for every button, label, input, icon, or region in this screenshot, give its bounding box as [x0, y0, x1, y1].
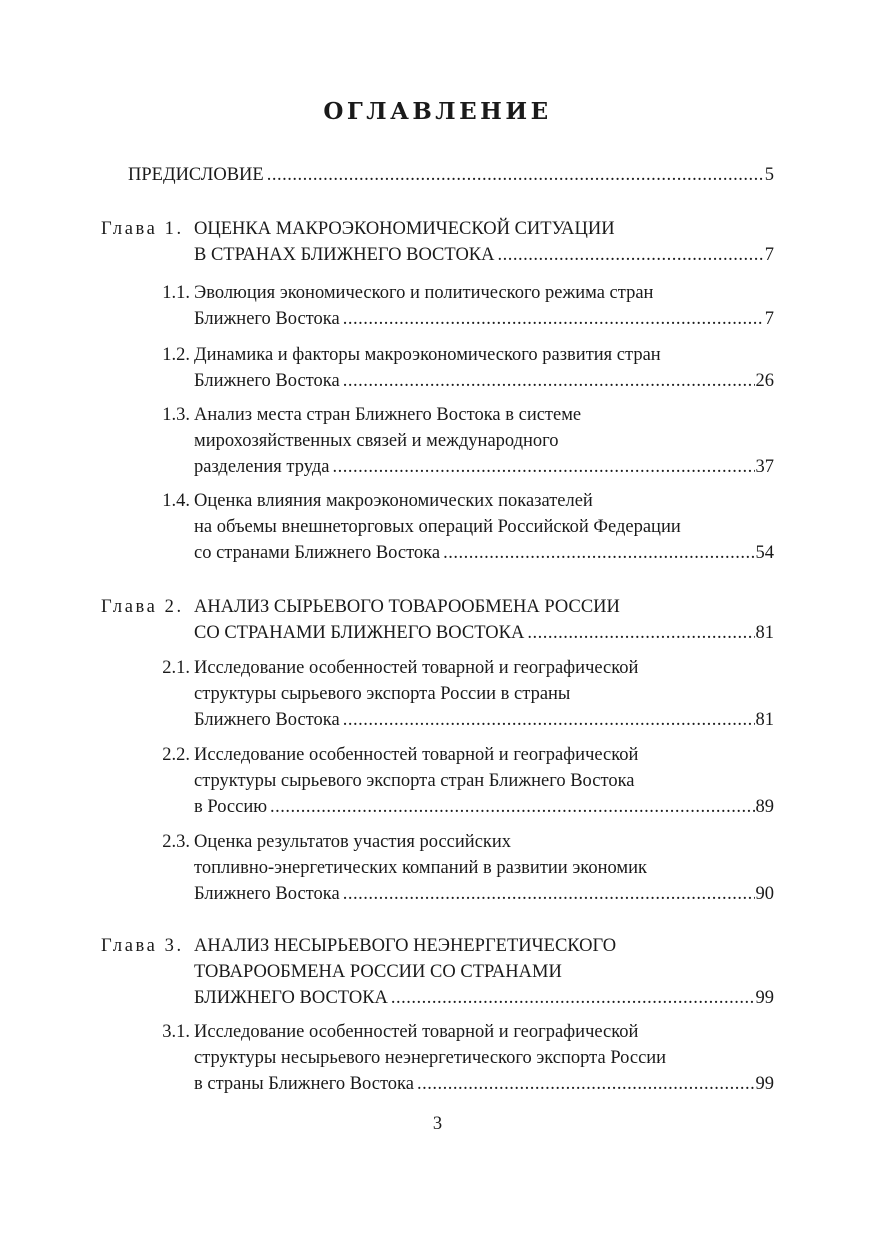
page-ref: 7: [764, 309, 774, 329]
leader-dots: [343, 368, 755, 394]
section-title-line: Ближнего Востока: [194, 371, 340, 391]
section-title-line: топливно-энергетических компаний в развитии экономик: [194, 858, 647, 878]
chapter-label: Глава 2.: [101, 597, 184, 617]
page-ref: 89: [755, 797, 774, 817]
section-title-line: мирохозяйственных связей и международного: [194, 431, 559, 451]
leader-dots: [498, 242, 764, 268]
toc-title: ОГЛАВЛЕНИЕ: [323, 98, 552, 125]
page-ref: 99: [755, 988, 774, 1008]
section-number: 2.1.: [162, 658, 190, 678]
page-ref: 90: [755, 884, 774, 904]
page-ref: 26: [755, 371, 774, 391]
page-ref: 37: [755, 457, 774, 477]
section-title-line: структуры сырьевого экспорта России в страны: [194, 684, 571, 704]
leader-dots: [527, 620, 754, 646]
section-title-line: структуры сырьевого экспорта стран Ближнего Востока: [194, 771, 635, 791]
page-ref: 7: [764, 245, 774, 265]
section-title-line: Оценка результатов участия российских: [194, 832, 512, 852]
preface-title: ПРЕДИСЛОВИЕ: [128, 165, 264, 185]
section-number: 1.3.: [162, 405, 190, 425]
page-ref: 81: [755, 623, 774, 643]
section-title-line: Ближнего Востока: [194, 710, 340, 730]
section-title-line: на объемы внешнеторговых операций Российской Федерации: [194, 517, 681, 537]
chapter-title-line: АНАЛИЗ НЕСЫРЬЕВОГО НЕЭНЕРГЕТИЧЕСКОГО: [194, 936, 617, 956]
chapter-title-line: БЛИЖНЕГО ВОСТОКА: [194, 988, 388, 1008]
section-title-line: Динамика и факторы макроэкономического развития стран: [194, 345, 661, 365]
leader-dots: [343, 881, 755, 907]
section-number: 2.2.: [162, 745, 190, 765]
chapter-title-line: СО СТРАНАМИ БЛИЖНЕГО ВОСТОКА: [194, 623, 525, 643]
leader-dots: [270, 794, 754, 820]
section-title-line: Ближнего Востока: [194, 309, 340, 329]
chapter-title-line: В СТРАНАХ БЛИЖНЕГО ВОСТОКА: [194, 245, 495, 265]
leader-dots: [391, 985, 755, 1011]
section-title-line: структуры несырьевого неэнергетического экспорта России: [194, 1048, 667, 1068]
chapter-label: Глава 1.: [101, 219, 184, 239]
leader-dots: [343, 306, 764, 332]
page-ref: 54: [755, 543, 774, 563]
section-title-line: Эволюция экономического и политического режима стран: [194, 283, 654, 303]
section-number: 1.2.: [162, 345, 190, 365]
section-title-line: в Россию: [194, 797, 268, 817]
chapter-title-line: ТОВАРООБМЕНА РОССИИ СО СТРАНАМИ: [194, 962, 562, 982]
section-number: 1.4.: [162, 491, 190, 511]
leader-dots: [417, 1071, 755, 1097]
leader-dots: [443, 540, 754, 566]
page-ref: 5: [764, 165, 774, 185]
section-number: 3.1.: [162, 1022, 190, 1042]
section-title-line: со странами Ближнего Востока: [194, 543, 441, 563]
section-title-line: Исследование особенностей товарной и географической: [194, 658, 639, 678]
section-title-line: Анализ места стран Ближнего Востока в системе: [194, 405, 582, 425]
section-title-line: в страны Ближнего Востока: [194, 1074, 414, 1094]
chapter-title-line: АНАЛИЗ СЫРЬЕВОГО ТОВАРООБМЕНА РОССИИ: [194, 597, 620, 617]
chapter-title-line: ОЦЕНКА МАКРОЭКОНОМИЧЕСКОЙ СИТУАЦИИ: [194, 219, 615, 239]
page-ref: 81: [755, 710, 774, 730]
section-title-line: Ближнего Востока: [194, 884, 340, 904]
chapter-label: Глава 3.: [101, 936, 184, 956]
section-title-line: Исследование особенностей товарной и географической: [194, 745, 639, 765]
page-number: 3: [432, 1114, 443, 1134]
leader-dots: [343, 707, 755, 733]
section-title-line: Исследование особенностей товарной и географической: [194, 1022, 639, 1042]
section-title-line: Оценка влияния макроэкономических показателей: [194, 491, 593, 511]
section-number: 1.1.: [162, 283, 190, 303]
leader-dots: [332, 454, 754, 480]
page-ref: 99: [755, 1074, 774, 1094]
leader-dots: [267, 162, 764, 188]
section-number: 2.3.: [162, 832, 190, 852]
section-title-line: разделения труда: [194, 457, 330, 477]
